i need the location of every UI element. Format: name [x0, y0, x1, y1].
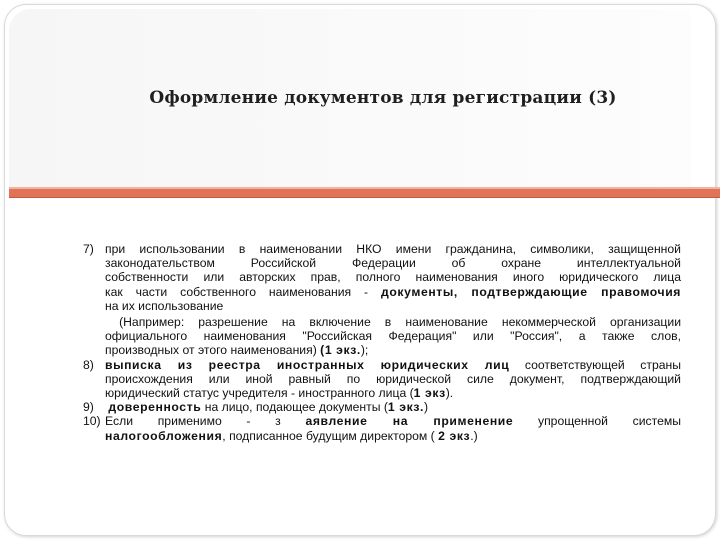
item-text-bold: (1 экз.: [320, 343, 361, 358]
item-number: 8): [83, 357, 94, 372]
item-text-bold: аявление на применение: [305, 414, 514, 429]
item-text: [105, 358, 681, 401]
item-text-run: Если применимо - з: [105, 414, 306, 429]
example-paragraph: [83, 313, 681, 358]
item-text-bold: доверенность: [108, 400, 202, 415]
item-text-run: ): [423, 400, 429, 415]
item-text-bold: 1 экз: [413, 386, 446, 401]
item-number: 7): [83, 242, 94, 256]
item-line: [105, 400, 428, 414]
item-text-bold: налогообложения: [105, 428, 223, 443]
item-text-run: соответствующей страны: [509, 357, 681, 372]
item-line: [105, 386, 681, 400]
item-text-bold: документы, подтверждающие правомочия: [381, 284, 682, 299]
item-text-run: );: [360, 343, 369, 358]
slide-title: Оформление документов для регистрации (3): [149, 88, 617, 108]
item-line: официального наименования "Российская Федерация" или "Россия", а также слов,: [105, 329, 681, 344]
item-line: происхождения или иной равный по юридической силе документ, подтверждающий: [105, 371, 681, 386]
item-line: собственности или авторских прав, полного наименования иного юридического лица: [105, 270, 681, 285]
item-line: [105, 429, 681, 443]
item-line: [105, 343, 681, 357]
item-text-run: юридический статус учредителя - иностранного лица (: [105, 386, 414, 401]
item-number: 10): [83, 414, 101, 429]
list-item-7: [83, 242, 681, 313]
item-text-bold: выписка из реестра иностранных юридических лиц: [105, 357, 510, 372]
item-number: 9): [83, 400, 94, 415]
item-line: [105, 358, 681, 372]
item-text-run: как части собственного наименования -: [105, 284, 382, 299]
item-text-run: ).: [445, 386, 454, 401]
item-text-run: упрощенной системы: [513, 414, 681, 429]
slide-body: [83, 242, 681, 443]
item-text-run: на лицо, подающее документы (: [201, 400, 388, 415]
item-text: [105, 242, 681, 313]
item-text-bold: 1 экз.: [387, 400, 424, 415]
item-line: законодательством Российской Федерации об охране интеллектуальной: [105, 256, 681, 271]
item-line: (Например: разрешение на включение в наименование некоммерческой организации: [105, 315, 681, 330]
item-line: при использовании в наименовании НКО имени гражданина, символики, защищенной: [105, 242, 681, 256]
item-text-run: производных от этого наименования): [105, 343, 321, 358]
item-text-run: .): [470, 428, 478, 443]
item-line: на их использование: [105, 298, 224, 313]
list-item-8: [83, 358, 681, 401]
item-text-bold: 2 экз: [438, 428, 471, 443]
item-line: [105, 285, 681, 299]
slide-card: [4, 4, 716, 536]
item-text-run: , подписанное будущим директором (: [222, 428, 439, 443]
accent-bar: [9, 187, 720, 198]
item-line: [105, 414, 681, 428]
list-item-10: [83, 414, 681, 442]
list-item-9: [83, 400, 681, 414]
item-text: [105, 414, 681, 442]
